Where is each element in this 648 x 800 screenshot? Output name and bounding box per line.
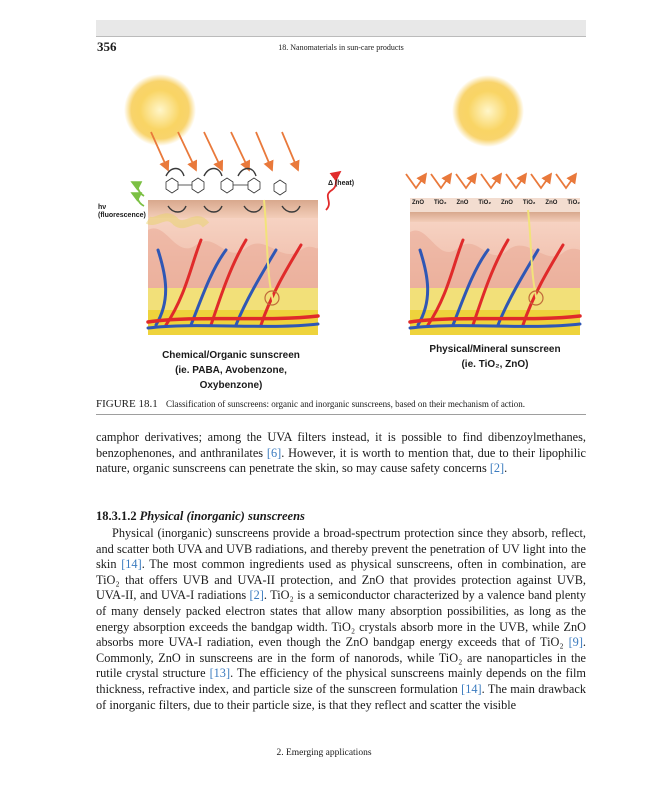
- particle-label: ZnO: [500, 200, 513, 206]
- particle-label: ZnO: [545, 200, 558, 206]
- particle-label: TiO₂: [567, 200, 580, 206]
- sun-icon-right: [452, 75, 524, 147]
- chemical-panel: [132, 132, 340, 335]
- sun-icon-left: [124, 74, 196, 146]
- physical-panel: [406, 174, 580, 335]
- chemical-sunscreen-label: Chemical/Organic sunscreen (ie. PABA, Avobenzone, Oxybenzone): [162, 350, 300, 391]
- citation-link[interactable]: [14]: [461, 681, 482, 696]
- figure-number: FIGURE 18.1: [96, 398, 158, 410]
- particle-label: TiO₂: [478, 200, 491, 206]
- citation-link[interactable]: [2]: [489, 461, 505, 476]
- figure-18-1: [96, 60, 586, 395]
- citation-link[interactable]: [6]: [266, 445, 282, 460]
- page-number: 356: [97, 39, 117, 54]
- caption-rule: [96, 414, 586, 415]
- particle-label: TiO₂: [433, 200, 447, 206]
- citation-link[interactable]: [9]: [568, 635, 583, 650]
- particle-label: ZnO: [456, 200, 469, 206]
- page-footer: 2. Emerging applications: [276, 748, 372, 758]
- header-rule: [96, 36, 586, 37]
- figure-caption: [96, 398, 586, 410]
- heat-label: Δ (heat): [328, 180, 355, 187]
- fluorescence-label: (fluorescence): [98, 212, 146, 219]
- running-title: 18. Nanomaterials in sun-care products: [278, 43, 404, 52]
- section-heading: 18.3.1.2 Physical (inorganic) sunscreens: [96, 509, 305, 523]
- hv-label: hν: [98, 204, 107, 211]
- mineral-particle-row: [412, 200, 580, 206]
- header-band: [96, 20, 586, 36]
- citation-link[interactable]: [2]: [249, 588, 264, 603]
- citation-link[interactable]: [13]: [209, 666, 231, 681]
- citation-link[interactable]: [14]: [121, 557, 142, 572]
- figure-caption-text: Classification of sunscreens: organic and inorganic sunscreens, based on their mechanism of action.: [165, 399, 526, 409]
- physical-sunscreen-label: Physical/Mineral sunscreen (ie. TiO₂, ZnO): [429, 344, 561, 370]
- paragraph-2: Physical (inorganic) sunscreens provide a broad-spectrum protection since they absorb, reflect, and scatter both UVA and UVB radiations, and thereby prevent the penetration of UV light into the skin [14]. The most common ingredients used as physical sunscreens, often in combination, are TiO₂ that offers UVB and UVA-II protection, and ZnO that provides protection against UVB, UVA-II, and UVA-I radiations [2]. TiO₂ is a semiconductor characterized by a valence band plenty of many densely packed electron states that allow many absorption possibilities, as long as the energy absorption exceeds the bandgap width. TiO₂ crystals absorb more in the UVB, while ZnO absorbs more UVA-I radiation, even though the ZnO bandgap energy exceeds that of TiO₂ [9]. Commonly, ZnO in sunscreens are in the form of nanorods, while TiO₂ are nanoparticles in the rutile crystal structure [13]. The efficiency of the physical sunscreens mainly depends on the film thickness, refractive index, and particle size of the sunscreen formulation [14]. The main drawback of inorganic filters, due to their particle size, is that they reflect and scatter the visible: [96, 526, 586, 712]
- particle-label: ZnO: [412, 200, 424, 206]
- paragraph-1: camphor derivatives; among the UVA filters instead, it is possible to find dibenzoylmethanes, benzophenones, and anthranilates [6]. However, it is worth to mention that, due to their lipophilic nature, organic sunscreens can penetrate the skin, so may cause safety concerns [2].: [96, 430, 586, 476]
- particle-label: TiO₂: [522, 200, 536, 206]
